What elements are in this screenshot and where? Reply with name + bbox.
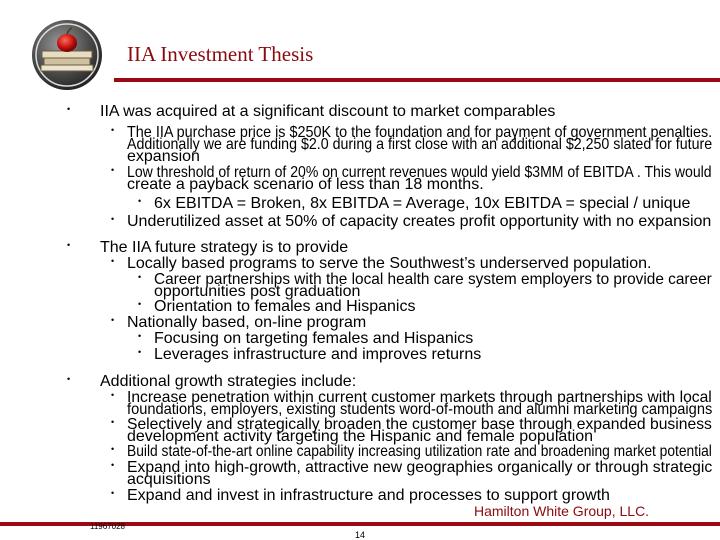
bullet-glyph: • xyxy=(111,488,115,498)
list-item: create a payback scenario of less than 18 months. xyxy=(127,176,484,193)
bullet-glyph: • xyxy=(111,125,115,135)
bullet-glyph: • xyxy=(67,104,71,114)
list-item: Build state-of-the-art online capability increasing utilization rate and broadening market potential xyxy=(127,443,712,460)
section-heading: Additional growth strategies include: xyxy=(100,373,357,390)
bullet-glyph: • xyxy=(111,390,115,400)
bullet-glyph: • xyxy=(138,299,142,309)
list-item: Locally based programs to serve the Southwest’s underserved population. xyxy=(127,255,652,272)
bullet-glyph: • xyxy=(138,347,142,357)
list-item: Underutilized asset at 50% of capacity creates profit opportunity with no expansion xyxy=(127,213,712,230)
section-heading: IIA was acquired at a significant discount to market comparables xyxy=(100,103,556,120)
page-number: 14 xyxy=(355,530,366,540)
document-id: 11967028 xyxy=(90,522,125,531)
company-logo-icon xyxy=(30,18,104,92)
bullet-glyph: • xyxy=(111,315,115,325)
list-item: Expand into high-growth, attractive new geographies organically or through strategic xyxy=(127,459,713,476)
bullet-glyph: • xyxy=(111,417,115,427)
list-item: acquisitions xyxy=(127,471,211,488)
list-item: 6x EBITDA = Broken, 8x EBITDA = Average, 10x EBITDA = special / unique xyxy=(154,195,691,212)
company-name: Hamilton White Group, LLC. xyxy=(474,503,650,519)
list-item: development activity targeting the Hispanic and female population xyxy=(127,428,594,445)
bullet-glyph: • xyxy=(138,331,142,341)
bullet-glyph: • xyxy=(67,374,71,384)
list-item: Focusing on targeting females and Hispanics xyxy=(154,330,474,347)
bullet-glyph: • xyxy=(111,444,115,454)
bullet-glyph: • xyxy=(67,240,71,250)
list-item: Additionally we are funding $2.0 during a first close with an additional $2,250 slated for future xyxy=(127,136,713,153)
bullet-glyph: • xyxy=(111,165,115,175)
list-item: Orientation to females and Hispanics xyxy=(154,298,416,315)
list-item: Leverages infrastructure and improves returns xyxy=(154,346,482,363)
list-item: opportunities post graduation xyxy=(154,283,361,300)
list-item: Career partnerships with the local health care system employers to provide career xyxy=(154,271,712,288)
list-item: Selectively and strategically broaden the customer base through expanded business xyxy=(127,416,712,433)
list-item: Increase penetration within current customer markets through partnerships with local xyxy=(127,389,712,406)
list-item: Low threshold of return of 20% on current revenues would yield $3MM of EBITDA . This would xyxy=(127,164,712,181)
bullet-glyph: • xyxy=(111,256,115,266)
list-item: foundations, employers, existing students word-of-mouth and alumni marketing campaigns xyxy=(127,401,713,418)
list-item: Nationally based, on-line program xyxy=(127,314,367,331)
section-heading: The IIA future strategy is to provide xyxy=(100,239,349,256)
title-divider xyxy=(114,78,720,82)
list-item: expansion xyxy=(127,148,200,165)
list-item: Expand and invest in infrastructure and processes to support growth xyxy=(127,487,610,504)
bullet-glyph: • xyxy=(111,460,115,470)
slide-title: IIA Investment Thesis xyxy=(127,42,314,66)
list-item: The IIA purchase price is $250K to the foundation and for payment of government penalties. xyxy=(127,124,713,141)
bullet-glyph: • xyxy=(111,214,115,224)
bullet-glyph: • xyxy=(138,196,142,206)
bullet-glyph: • xyxy=(138,272,142,282)
